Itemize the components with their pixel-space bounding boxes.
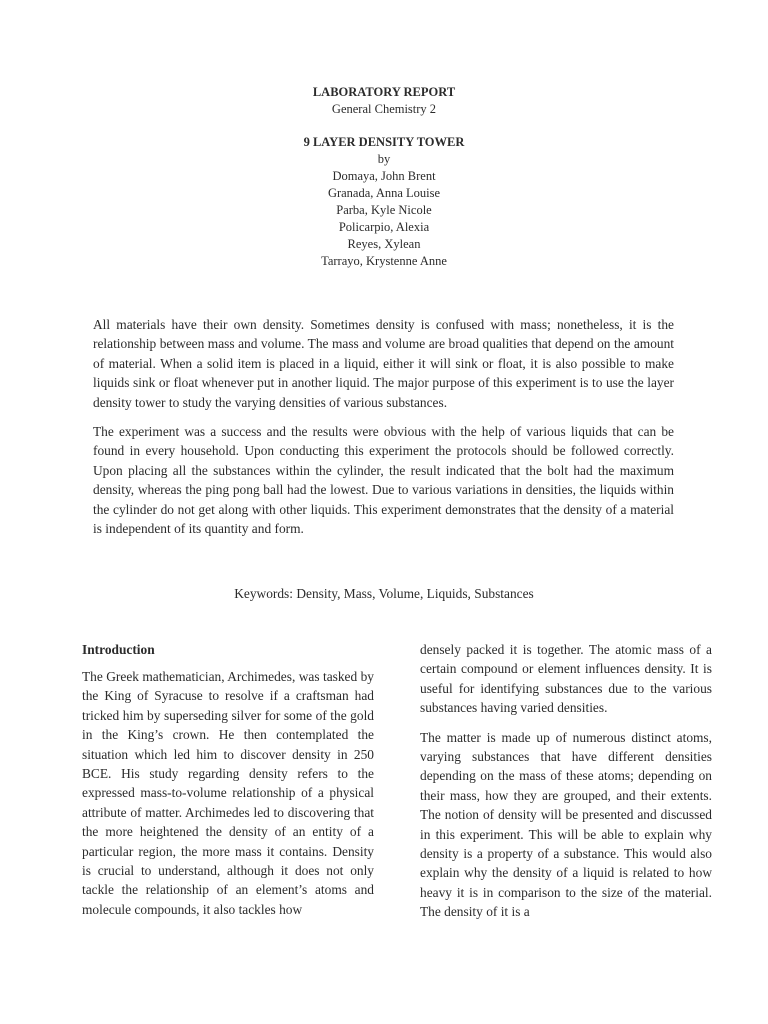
author-name: Granada, Anna Louise bbox=[327, 186, 441, 200]
author-name: Domaya, John Brent bbox=[332, 169, 436, 183]
right-column bbox=[420, 640, 712, 932]
author-name: Reyes, Xylean bbox=[347, 237, 421, 251]
experiment-title: 9 LAYER DENSITY TOWER bbox=[303, 135, 465, 149]
abstract-paragraph: All materials have their own density. Sometimes density is confused with mass; nonetheless, it is the relationship between mass and volume. The mass and volume are broad qualities that depend on the amount of material. When a solid item is placed in a liquid, either it will sink or float, it is also possible to make liquids sink or float whenever put in another liquid. The major purpose of this experiment is to use the layer density tower to study the varying densities of various substances. bbox=[93, 317, 674, 410]
abstract-paragraph: The experiment was a success and the results were obvious with the help of various liquids that can be found in every household. Upon conducting this experiment the protocols should be followed correctly. Upon placing all the substances within the cylinder, the result indicated that the bolt had the maximum density, whereas the ping pong ball had the lowest. Due to various variations in densities, the liquids within the cylinder do not get along with other liquids. This experiment demonstrates that the density of a material is independent of its quantity and form. bbox=[93, 424, 674, 537]
report-title: LABORATORY REPORT bbox=[312, 85, 456, 99]
author-name: Parba, Kyle Nicole bbox=[336, 203, 432, 217]
body-paragraph: The matter is made up of numerous distinct atoms, varying substances that have different densities depending on the mass of these atoms; depending on their mass, how they are grouped, and their extents. The notion of density will be presented and discussed in this experiment. This will be able to explain why density is a property of a substance. This would also explain why the density of a liquid is related to how heavy it is in comparison to the size of the material. The density of it is a bbox=[420, 729, 712, 920]
author-name: Tarrayo, Krystenne Anne bbox=[321, 254, 447, 268]
report-header bbox=[0, 84, 768, 270]
abstract bbox=[93, 315, 674, 548]
author-name: Policarpio, Alexia bbox=[338, 220, 430, 234]
body-paragraph: The Greek mathematician, Archimedes, was tasked by the King of Syracuse to resolve if a craftsman had tricked him by superseding silver for some of the gold in the King’s crown. He then contemplated the situation which led him to discover density in 250 BCE. His study regarding density refers to the expressed mass-to-volume relationship of a physical attribute of matter. Archimedes led to discovering that the more heightened the density of an entity of a particular region, the more mass it contains. Density is crucial to understand, although it does not only tackle the relationship of an element’s atoms and molecule compounds, it also tackles how bbox=[82, 669, 374, 917]
body-paragraph: densely packed it is together. The atomic mass of a certain compound or element influences density. It is useful for identifying substances due to the various substances having varied densities. bbox=[420, 642, 712, 716]
keywords: Keywords: Density, Mass, Volume, Liquids, Substances bbox=[234, 586, 534, 601]
section-heading-introduction: Introduction bbox=[82, 642, 155, 657]
by-line: by bbox=[377, 152, 391, 166]
course-name: General Chemistry 2 bbox=[331, 102, 437, 116]
left-column bbox=[82, 640, 374, 929]
